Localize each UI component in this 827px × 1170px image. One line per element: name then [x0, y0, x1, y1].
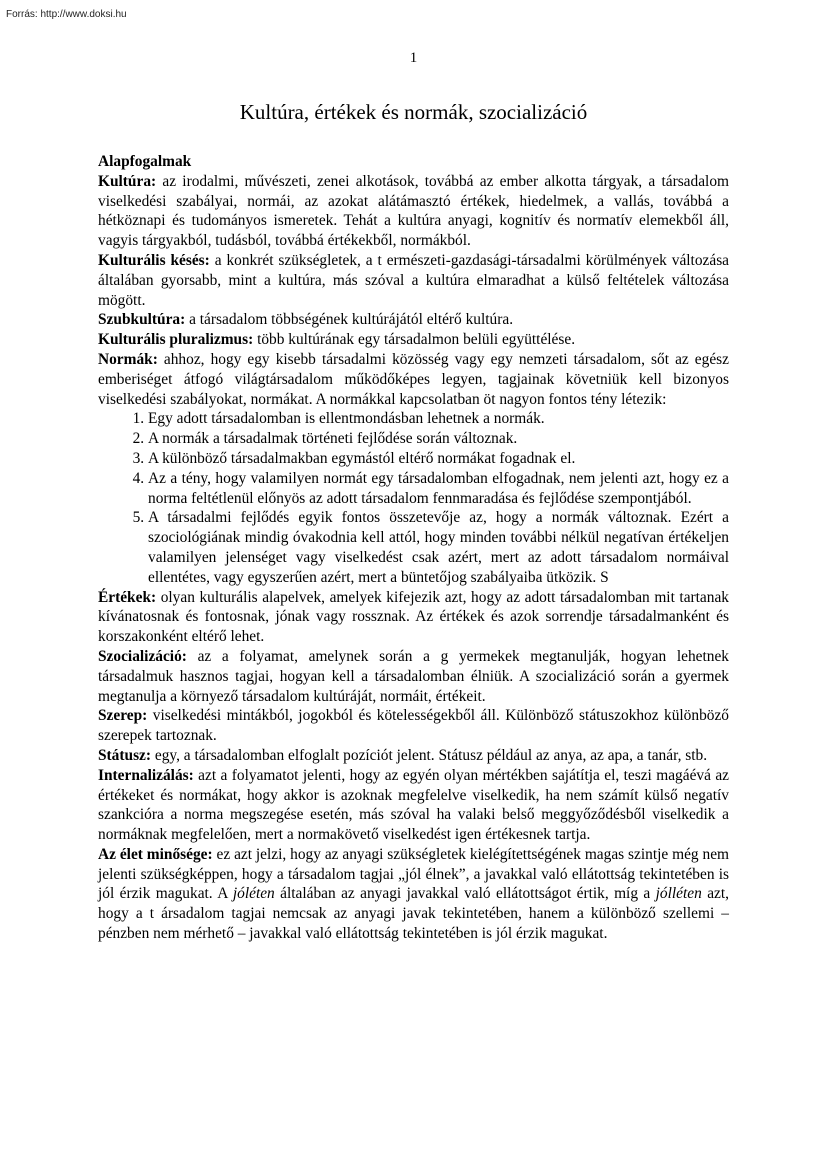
list-item: 4. Az a tény, hogy valamilyen normát egy társadalomban elfogadnak, nem jelenti azt, hogy ez a norma feltétlenül előnyös az adott társadalom fennmaradása és fejlődése szempontjából.: [148, 469, 729, 509]
definition-text: a társadalom többségének kultúrájától eltérő kultúra.: [185, 311, 514, 329]
definition-elet-minosege: [98, 845, 729, 944]
list-item: 5. A társadalmi fejlődés egyik fontos összetevője az, hogy a normák változnak. Ezért a szociológiának mindig óvakodnia kell attól, hogy minden további nélkül negatívan értékeljen valamilyen jelenséget vagy viselkedést csak azért, mert az adott társadalom normáival ellentétes, vagy egyszerűen azért, mert a büntetőjog szabályaiba ütközik. S: [148, 508, 729, 587]
definition-kulturalis-keses: [98, 251, 729, 310]
list-item: 2. A normák a társadalmak történeti fejlődése során változnak.: [148, 429, 729, 449]
definition-szerep: [98, 706, 729, 746]
definition-text: olyan kulturális alapelvek, amelyek kifejezik azt, hogy az adott társadalomban mit tartanak kívánatosnak és fontosnak, jónak vagy rossznak. Az értékek és azok sorrendje társadalmanként és korszakonként eltérő lehet.: [98, 588, 729, 646]
page-number: 1: [409, 50, 418, 66]
list-item: 3. A különböző társadalmakban egymástól eltérő normákat fogadnak el.: [148, 449, 729, 469]
definition-szocializacio: [98, 647, 729, 706]
page-title: Kultúra, értékek és normák, szocializáció: [239, 100, 588, 124]
definition-text: az irodalmi, művészeti, zenei alkotások, továbbá az ember alkotta tárgyak, a társadalom viselkedési szabályai, normái, az azokat alátámasztó értékek, hiedelmek, a vallás, továbbá a hétköznapi és tudományos ismeretek. Tehát a kultúra anyagi, kognitív és normatív elemekből áll, vagyis tárgyakból, tudásból, továbbá értékekből, normákból.: [98, 172, 729, 250]
term-label: Kultúra:: [98, 172, 157, 190]
definition-text: ez azt jelzi, hogy az anyagi szükségletek kielégítettségének magas szintje még nem jelenti szükségképpen, hogy a társadalom tagjai „jól élnek”, a javakkal való ellátottság tekintetében is jól érzik magukat. A: [98, 845, 729, 903]
term-label: Kulturális pluralizmus:: [98, 331, 254, 349]
term-label: Az élet minősége:: [98, 845, 213, 863]
emphasized-term: jólléten: [655, 885, 702, 903]
emphasized-term: jóléten: [232, 885, 275, 903]
norm-facts-list: [98, 409, 729, 587]
definition-text: egy, a társadalomban elfoglalt pozíciót jelent. Státusz például az anya, az apa, a tanár, stb.: [151, 746, 708, 764]
term-label: Státusz:: [98, 746, 152, 764]
definition-szubkultura: [98, 310, 729, 330]
term-label: Kulturális késés:: [98, 251, 210, 269]
definition-text: több kultúrának egy társadalmon belüli együttélése.: [253, 331, 576, 349]
term-label: Szubkultúra:: [98, 311, 186, 329]
definition-kulturalis-pluralizmus: [98, 330, 729, 350]
document-body: [98, 152, 729, 944]
definition-text: ahhoz, hogy egy kisebb társadalmi közösség vagy egy nemzeti társadalom, sőt az egész emberiséget átfogó világtársadalom működőképes legyen, tagjainak követniük kell bizonyos viselkedési szabályokat, normákat. A normákkal kapcsolatban öt nagyon fontos tény létezik:: [98, 350, 729, 408]
definition-text: a konkrét szükségletek, a t ermészeti-gazdasági-társadalmi körülmények változása általában gyorsabb, mint a kultúra, más szóval a kultúra elmaradhat a külső feltételek változása mögött.: [98, 251, 730, 309]
definition-statusz: [98, 746, 729, 766]
definition-internalizalas: [98, 766, 729, 845]
definition-text: azt, hogy a t ársadalom tagjai nemcsak az anyagi javak tekintetében, hanem a különböző szellemi – pénzben nem mérhető – javakkal való ellátottság tekintetében is jól érzik magukat.: [98, 885, 729, 943]
list-item: 1. Egy adott társadalomban is ellentmondásban lehetnek a normák.: [148, 409, 729, 429]
term-label: Internalizálás:: [98, 766, 194, 784]
term-label: Normák:: [98, 350, 158, 368]
term-label: Szocializáció:: [98, 647, 187, 665]
source-label: Forrás: http://www.doksi.hu: [6, 9, 127, 20]
definition-text: azt a folyamatot jelenti, hogy az egyén olyan mértékben sajátítja el, teszi magáévá az értékeket és normákat, hogy akkor is azoknak megfelelve viselkedik, ha nem számít külső negatív szankcióra a norma megszegése esetén, más szóval ha valaki belső meggyőződésből viselkedik a normáknak megfelelően, mert a normakövető viselkedést igen értékesnek tartja.: [98, 766, 729, 844]
definition-text: általában az anyagi javakkal való ellátottságot értik, míg a: [274, 885, 656, 903]
definition-kultura: [98, 172, 729, 251]
term-label: Értékek:: [98, 588, 157, 606]
definition-ertekek: [98, 588, 729, 647]
section-heading: Alapfogalmak: [98, 153, 192, 170]
definition-text: az a folyamat, amelynek során a g yermekek megtanulják, hogyan lehetnek társadalmuk hasznos tagjai, hogyan kell a társadalomban élniük. A szocializáció során a gyermek megtanulja a környező társadalom kultúráját, normáit, értékeit.: [98, 647, 729, 705]
definition-normak: [98, 350, 729, 409]
term-label: Szerep:: [98, 707, 148, 725]
definition-text: viselkedési mintákból, jogokból és kötelességekből áll. Különböző státuszokhoz különböző szerepek tartoznak.: [98, 707, 729, 745]
